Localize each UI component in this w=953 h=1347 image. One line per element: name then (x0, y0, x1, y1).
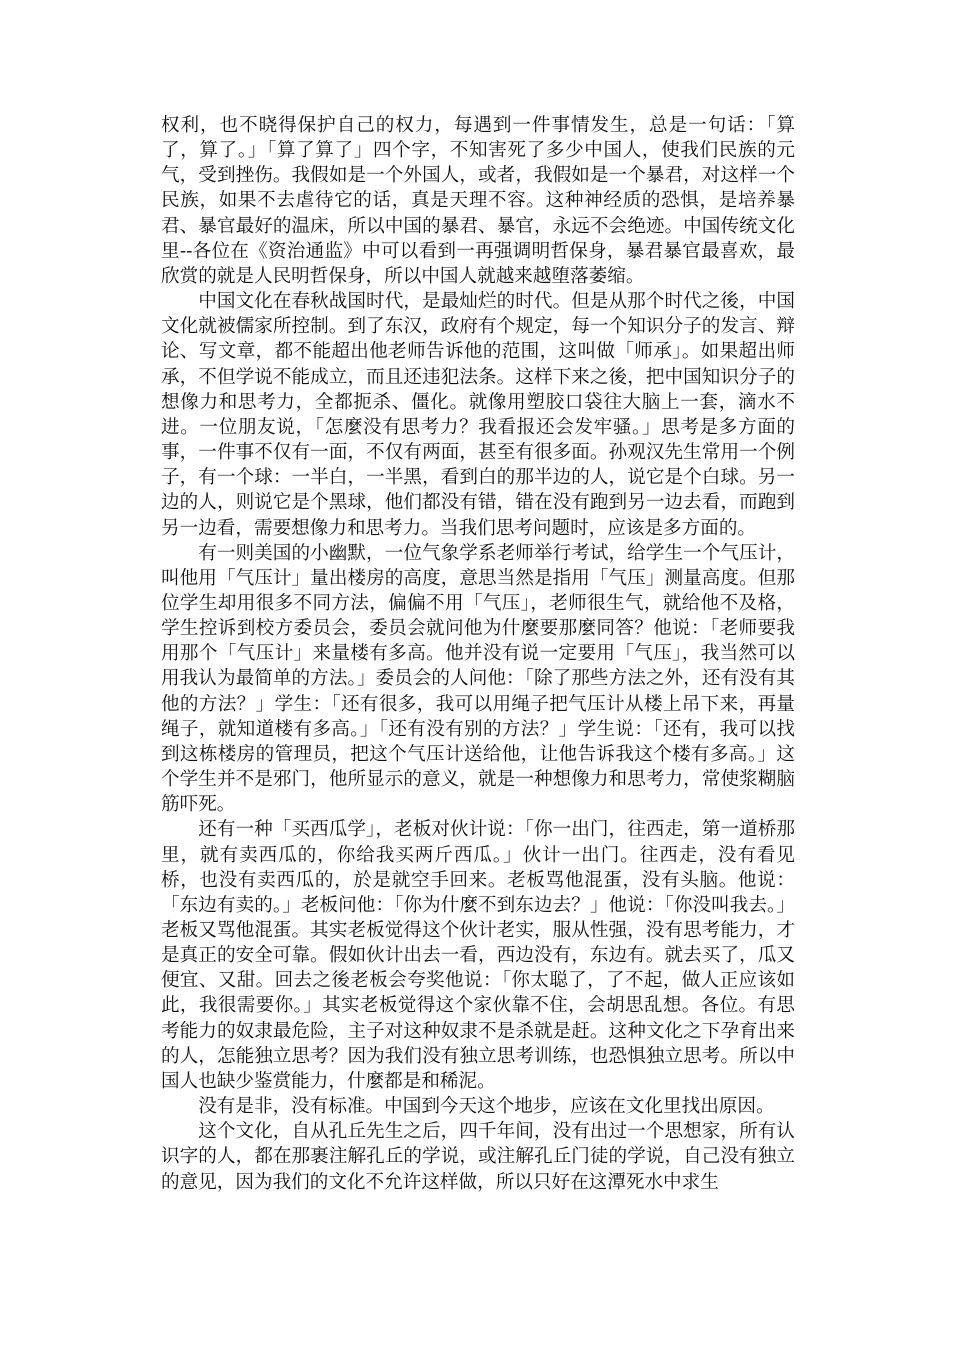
paragraph-1: 权利，也不晓得保护自己的权力，每遇到一件事情发生，总是一句话：「算了，算了。」「算了算了」四个字，不知害死了多少中国人，使我们民族的元气，受到挫伤。我假如是一个外国人，或者，我假如是一个暴君，对这样一个民族，如果不去虐待它的话，真是天理不容。这种神经质的恐惧，是培养暴君、暴官最好的温床，所以中国的暴君、暴官，永远不会绝迹。中国传统文化里--各位在《资治通监》中可以看到一再强调明哲保身，暴君暴官最喜欢，最欣赏的就是人民明哲保身，所以中国人就越来越堕落萎缩。 (161, 115, 795, 287)
paragraph-5: 没有是非，没有标准。中国到今天这个地步，应该在文化里找出原因。 (198, 1096, 775, 1118)
paragraph-4: 还有一种「买西瓜学」，老板对伙计说：「你一出门，往西走，第一道桥那里，就有卖西瓜的，你给我买两斤西瓜。」伙计一出门。往西走，没有看见桥，也没有卖西瓜的，於是就空手回来。老板骂他混蛋，没有头脑。他说：「东边有卖的。」老板问他：「你为什麼不到东边去？」他说：「你没叫我去。」老板又骂他混蛋。其实老板觉得这个伙计老实，服从性强，没有思考能力，才是真正的安全可靠。假如伙计出去一看，西边没有，东边有。就去买了，瓜又便宜、又甜。回去之後老板会夸奖他说：「你太聪了，了不起，做人正应该如此，我很需要你。」其实老板觉得这个家伙靠不住，会胡思乱想。各位。有思考能力的奴隶最危险，主子对这种奴隶不是杀就是赶。这种文化之下孕育出来的人，怎能独立思考？因为我们没有独立思考训练，也恐惧独立思考。所以中国人也缺少鉴赏能力，什麼都是和稀泥。 (161, 819, 795, 1092)
paragraph-2: 中国文化在春秋战国时代，是最灿烂的时代。但是从那个时代之後，中国文化就被儒家所控制。到了东汉，政府有个规定，每一个知识分子的发言、辩论、写文章，都不能超出他老师告诉他的范围，这叫做「师承」。如果超出师承，不但学说不能成立，而且还违犯法条。这样下来之後，把中国知识分子的想像力和思考力，全都扼杀、僵化。就像用塑胶口袋往大脑上一套，滴水不进。一位朋友说，「怎麼没有思考力？我看报还会发牢骚。」思考是多方面的事，一件事不仅有一面，不仅有两面，甚至有很多面。孙观汉先生常用一个例子，有一个球：一半白，一半黑，看到白的那半边的人，说它是个白球。另一边的人，则说它是个黑球，他们都没有错，错在没有跑到另一边去看，而跑到另一边看，需要想像力和思考力。当我们思考问题时，应该是多方面的。 (161, 291, 795, 539)
document-page (161, 113, 795, 1195)
paragraph-3: 有一则美国的小幽默，一位气象学系老师举行考试，给学生一个气压计，叫他用「气压计」量出楼房的高度，意思当然是指用「气压」测量高度。但那位学生却用很多不同方法，偏偏不用「气压」，老师很生气，就给他不及格，学生控诉到校方委员会，委员会就问他为什麼要那麼同答？他说：「老师要我用那个「气压计」来量楼有多高。他并没有说一定要用「气压」，我当然可以用我认为最简单的方法。」委员会的人问他：「除了那些方法之外，还有没有其他的方法？」学生：「还有很多，我可以用绳子把气压计从楼上吊下来，再量绳子，就知道楼有多高。」「还有没有别的方法？」学生说：「还有，我可以找到这栋楼房的管理员，把这个气压计送给他，让他告诉我这个楼有多高。」这个学生并不是邪门，他所显示的意义，就是一种想像力和思考力，常使浆糊脑筋吓死。 (161, 542, 795, 816)
paragraph-6: 这个文化，自从孔丘先生之后，四千年间，没有出过一个思想家，所有认识字的人，都在那裹注解孔丘的学说，或注解孔丘门徒的学说，自己没有独立的意见，因为我们的文化不允许这样做，所以只好在这潭死水中求生 (161, 1121, 795, 1193)
